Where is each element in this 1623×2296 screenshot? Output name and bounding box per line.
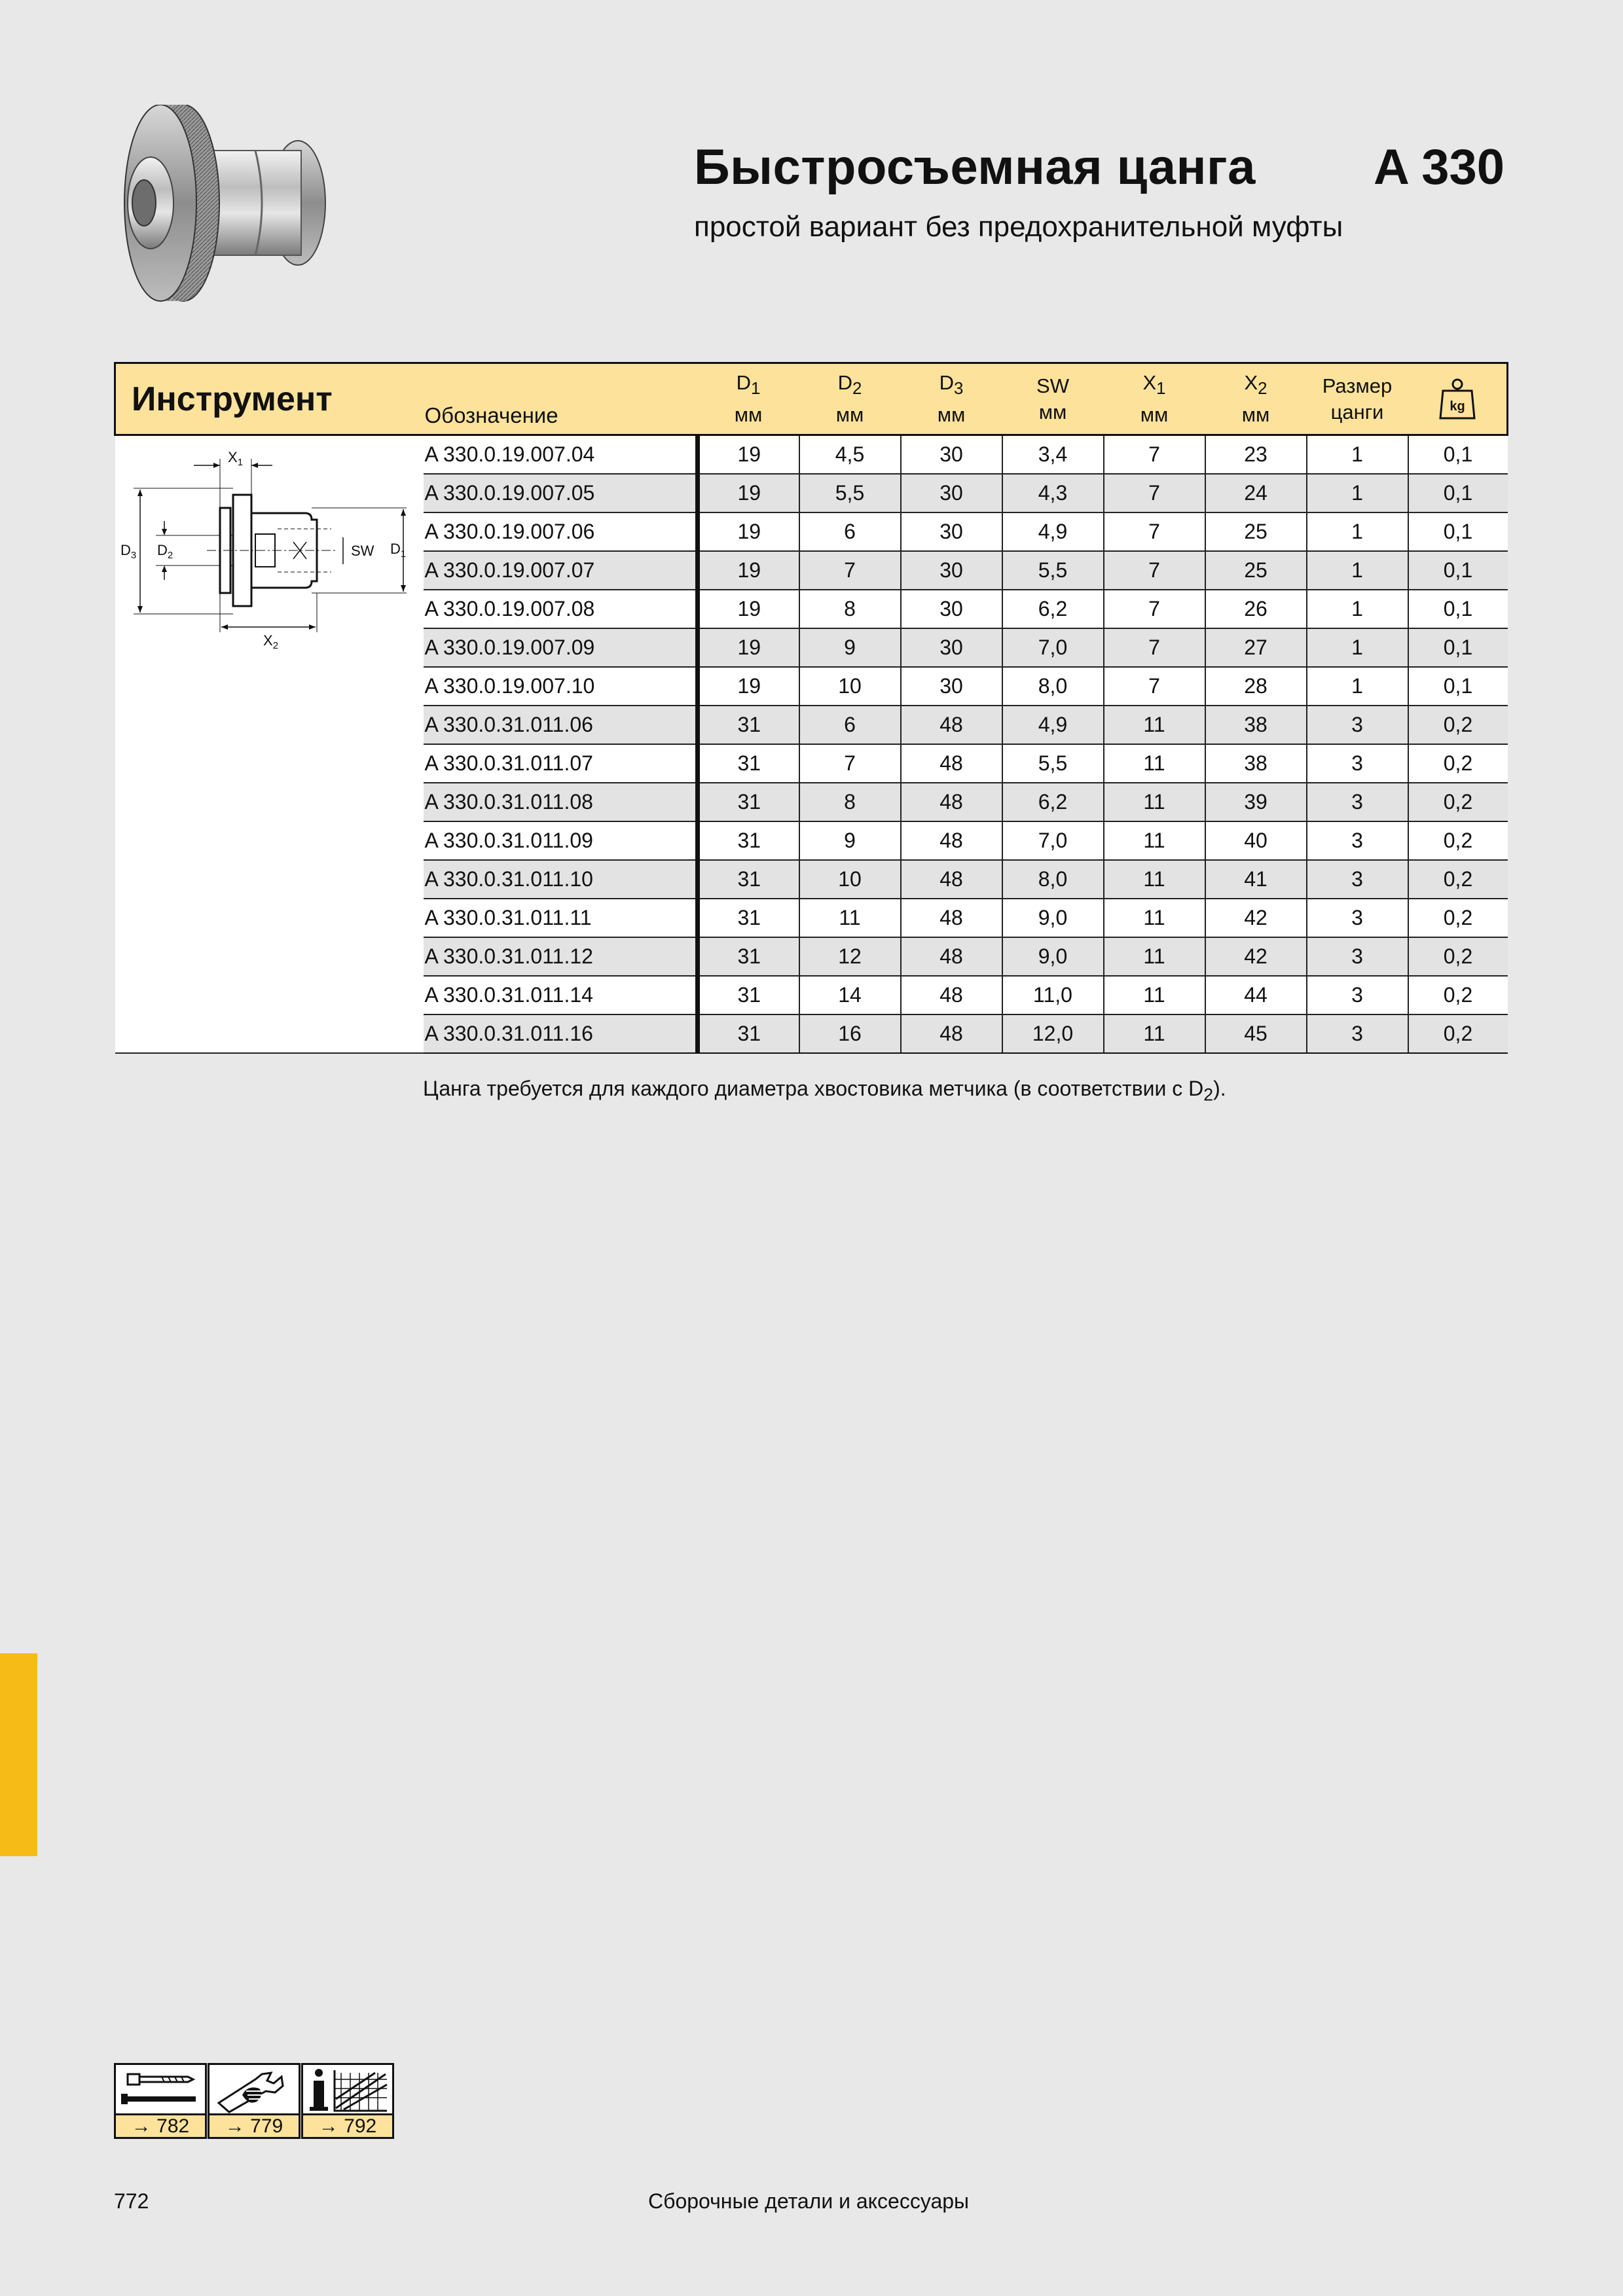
d1-cell: 31 <box>698 783 799 821</box>
sw-cell: 4,9 <box>1002 706 1104 744</box>
x1-cell: 7 <box>1104 551 1205 590</box>
d1-cell: 31 <box>698 821 799 860</box>
size-cell: 1 <box>1307 590 1408 628</box>
page-number: 772 <box>114 2189 149 2213</box>
d3-cell: 30 <box>901 474 1002 512</box>
x2-cell: 45 <box>1205 1014 1307 1053</box>
d1-cell: 19 <box>698 551 799 590</box>
d1-cell: 31 <box>698 1014 799 1053</box>
d3-cell: 30 <box>901 590 1002 628</box>
d1-cell: 19 <box>698 667 799 706</box>
page-title: Быстросъемная цанга <box>694 139 1256 195</box>
d2-cell: 9 <box>799 821 901 860</box>
kg-cell: 0,1 <box>1408 474 1508 512</box>
x2-cell: 42 <box>1205 899 1307 937</box>
reference-label: → 779 <box>210 2113 299 2137</box>
d1-cell: 31 <box>698 976 799 1014</box>
designation-cell: A 330.0.19.007.06 <box>424 512 698 551</box>
sw-cell: 3,4 <box>1002 435 1104 474</box>
size-cell: 3 <box>1307 821 1408 860</box>
svg-text:kg: kg <box>1450 399 1465 414</box>
kg-cell: 0,1 <box>1408 590 1508 628</box>
x1-cell: 11 <box>1104 899 1205 937</box>
d2-cell: 7 <box>799 551 901 590</box>
size-cell: 3 <box>1307 937 1408 976</box>
sw-cell: 11,0 <box>1002 976 1104 1014</box>
sw-cell: 5,5 <box>1002 551 1104 590</box>
d3-cell: 48 <box>901 937 1002 976</box>
page-subtitle: простой вариант без предохранительной муфты <box>694 211 1343 243</box>
designation-cell: A 330.0.31.011.07 <box>424 744 698 783</box>
designation-cell: A 330.0.19.007.10 <box>424 667 698 706</box>
x1-cell: 7 <box>1104 590 1205 628</box>
footnote: Цанга требуется для каждого диаметра хвостовика метчика (в соответствии с $D_2$). <box>423 1077 1226 1105</box>
size-cell: 1 <box>1307 667 1408 706</box>
reference-label: → 792 <box>303 2113 392 2137</box>
d3-cell: 48 <box>901 899 1002 937</box>
kg-cell: 0,2 <box>1408 744 1508 783</box>
d2-cell: 4,5 <box>799 435 901 474</box>
d3-cell: 30 <box>901 435 1002 474</box>
x2-cell: 38 <box>1205 744 1307 783</box>
d1-cell: 19 <box>698 435 799 474</box>
size-cell: 3 <box>1307 860 1408 899</box>
d2-cell: 9 <box>799 628 901 667</box>
x2-cell: 25 <box>1205 512 1307 551</box>
size-cell: 3 <box>1307 899 1408 937</box>
sw-cell: 9,0 <box>1002 937 1104 976</box>
x2-header: $X_2$ мм <box>1205 363 1307 435</box>
sw-cell: 9,0 <box>1002 899 1104 937</box>
d2-cell: 16 <box>799 1014 901 1053</box>
size-cell: 3 <box>1307 1014 1408 1053</box>
d2-header: $D_2$ мм <box>799 363 901 435</box>
x1-cell: 11 <box>1104 706 1205 744</box>
table-row <box>115 435 1508 474</box>
d3-cell: 48 <box>901 1014 1002 1053</box>
d3-cell: 30 <box>901 628 1002 667</box>
designation-cell: A 330.0.31.011.16 <box>424 1014 698 1053</box>
x2-cell: 27 <box>1205 628 1307 667</box>
d3-cell: 48 <box>901 706 1002 744</box>
reference-tools[interactable] <box>208 2063 301 2139</box>
x1-cell: 7 <box>1104 435 1205 474</box>
designation-cell: A 330.0.31.011.09 <box>424 821 698 860</box>
x2-cell: 40 <box>1205 821 1307 860</box>
kg-cell: 0,2 <box>1408 1014 1508 1053</box>
tool-header: Инструмент <box>115 363 424 435</box>
d1-cell: 19 <box>698 474 799 512</box>
x1-cell: 7 <box>1104 667 1205 706</box>
product-table <box>114 362 1506 1054</box>
d3-cell: 30 <box>901 667 1002 706</box>
sw-dimension-label: SW <box>350 543 374 559</box>
d2-cell: 10 <box>799 860 901 899</box>
d1-header: $D_1$ мм <box>698 363 799 435</box>
designation-cell: A 330.0.19.007.07 <box>424 551 698 590</box>
kg-cell: 0,2 <box>1408 860 1508 899</box>
d2-cell: 14 <box>799 976 901 1014</box>
collet-product-image <box>105 105 347 321</box>
x2-cell: 42 <box>1205 937 1307 976</box>
sw-cell: 5,5 <box>1002 744 1104 783</box>
kg-cell: 0,1 <box>1408 667 1508 706</box>
size-cell: 1 <box>1307 435 1408 474</box>
d1-cell: 19 <box>698 512 799 551</box>
x2-cell: 38 <box>1205 706 1307 744</box>
d1-cell: 31 <box>698 744 799 783</box>
d2-cell: 8 <box>799 783 901 821</box>
d3-cell: 30 <box>901 551 1002 590</box>
kg-cell: 0,2 <box>1408 821 1508 860</box>
d1-cell: 19 <box>698 590 799 628</box>
designation-cell: A 330.0.31.011.08 <box>424 783 698 821</box>
d3-cell: 48 <box>901 744 1002 783</box>
sw-header: SW мм <box>1002 363 1104 435</box>
d1-cell: 31 <box>698 899 799 937</box>
d1-cell: 31 <box>698 860 799 899</box>
weight-icon <box>1438 376 1477 422</box>
x1-header: $X_1$ мм <box>1104 363 1205 435</box>
d2-dimension-label: $D_2$ <box>156 542 173 561</box>
d3-cell: 48 <box>901 783 1002 821</box>
d3-cell: 48 <box>901 976 1002 1014</box>
d2-cell: 6 <box>799 706 901 744</box>
designation-cell: A 330.0.19.007.09 <box>424 628 698 667</box>
sw-cell: 7,0 <box>1002 628 1104 667</box>
section-tab[interactable] <box>0 1653 37 1856</box>
weight-header <box>1408 363 1508 435</box>
designation-cell: A 330.0.31.011.11 <box>424 899 698 937</box>
d3-header: $D_3$ мм <box>901 363 1002 435</box>
sw-cell: 4,3 <box>1002 474 1104 512</box>
sw-cell: 6,2 <box>1002 783 1104 821</box>
designation-cell: A 330.0.19.007.05 <box>424 474 698 512</box>
x1-cell: 11 <box>1104 821 1205 860</box>
d1-cell: 31 <box>698 937 799 976</box>
sw-cell: 6,2 <box>1002 590 1104 628</box>
x1-cell: 7 <box>1104 628 1205 667</box>
d2-cell: 10 <box>799 667 901 706</box>
footer-section-title: Сборочные детали и аксессуары <box>648 2189 970 2213</box>
x1-cell: 7 <box>1104 512 1205 551</box>
collet-size-header: Размер цанги <box>1307 363 1408 435</box>
x2-cell: 44 <box>1205 976 1307 1014</box>
kg-cell: 0,2 <box>1408 706 1508 744</box>
kg-cell: 0,2 <box>1408 899 1508 937</box>
reference-info[interactable] <box>301 2063 394 2139</box>
size-cell: 3 <box>1307 783 1408 821</box>
designation-header: Обозначение <box>424 363 698 435</box>
size-cell: 1 <box>1307 474 1408 512</box>
x1-cell: 11 <box>1104 1014 1205 1053</box>
x2-cell: 26 <box>1205 590 1307 628</box>
info-chart-icon <box>303 2065 392 2117</box>
table-header-row <box>115 363 1508 435</box>
designation-cell: A 330.0.31.011.12 <box>424 937 698 976</box>
kg-cell: 0,1 <box>1408 628 1508 667</box>
size-cell: 1 <box>1307 551 1408 590</box>
reference-boxes <box>114 2063 394 2139</box>
x2-cell: 41 <box>1205 860 1307 899</box>
x1-cell: 7 <box>1104 474 1205 512</box>
x2-cell: 23 <box>1205 435 1307 474</box>
product-code: A 330 <box>1374 139 1504 195</box>
size-cell: 1 <box>1307 628 1408 667</box>
x2-cell: 25 <box>1205 551 1307 590</box>
x1-cell: 11 <box>1104 783 1205 821</box>
size-cell: 1 <box>1307 512 1408 551</box>
designation-cell: A 330.0.31.011.10 <box>424 860 698 899</box>
kg-cell: 0,1 <box>1408 512 1508 551</box>
designation-cell: A 330.0.31.011.14 <box>424 976 698 1014</box>
x1-cell: 11 <box>1104 937 1205 976</box>
d1-cell: 19 <box>698 628 799 667</box>
d2-cell: 12 <box>799 937 901 976</box>
x2-cell: 39 <box>1205 783 1307 821</box>
size-cell: 3 <box>1307 744 1408 783</box>
technical-drawing <box>115 436 422 698</box>
d2-cell: 8 <box>799 590 901 628</box>
designation-cell: A 330.0.19.007.08 <box>424 590 698 628</box>
d3-cell: 48 <box>901 821 1002 860</box>
x2-cell: 28 <box>1205 667 1307 706</box>
kg-cell: 0,1 <box>1408 435 1508 474</box>
x1-dimension-label: $X_1$ <box>227 449 243 468</box>
d2-cell: 5,5 <box>799 474 901 512</box>
kg-cell: 0,1 <box>1408 551 1508 590</box>
technical-drawing-cell <box>115 435 424 1053</box>
kg-cell: 0,2 <box>1408 937 1508 976</box>
d3-cell: 48 <box>901 860 1002 899</box>
sw-cell: 7,0 <box>1002 821 1104 860</box>
wrench-hand-icon <box>210 2065 299 2117</box>
d3-dimension-label: $D_3$ <box>120 542 136 561</box>
size-cell: 3 <box>1307 976 1408 1014</box>
x2-dimension-label: $X_2$ <box>263 632 278 651</box>
x2-cell: 24 <box>1205 474 1307 512</box>
sw-cell: 8,0 <box>1002 860 1104 899</box>
sw-cell: 8,0 <box>1002 667 1104 706</box>
d2-cell: 7 <box>799 744 901 783</box>
sw-cell: 4,9 <box>1002 512 1104 551</box>
kg-cell: 0,2 <box>1408 976 1508 1014</box>
sw-cell: 12,0 <box>1002 1014 1104 1053</box>
x1-cell: 11 <box>1104 744 1205 783</box>
d2-cell: 11 <box>799 899 901 937</box>
d1-dimension-label: $D_1$ <box>390 541 406 560</box>
d3-cell: 30 <box>901 512 1002 551</box>
kg-cell: 0,2 <box>1408 783 1508 821</box>
x1-cell: 11 <box>1104 976 1205 1014</box>
size-cell: 3 <box>1307 706 1408 744</box>
designation-cell: A 330.0.31.011.06 <box>424 706 698 744</box>
d2-cell: 6 <box>799 512 901 551</box>
reference-assembly[interactable] <box>114 2063 207 2139</box>
screw-icon <box>116 2065 205 2117</box>
reference-label: → 782 <box>116 2113 205 2137</box>
designation-cell: A 330.0.19.007.04 <box>424 435 698 474</box>
x1-cell: 11 <box>1104 860 1205 899</box>
d1-cell: 31 <box>698 706 799 744</box>
